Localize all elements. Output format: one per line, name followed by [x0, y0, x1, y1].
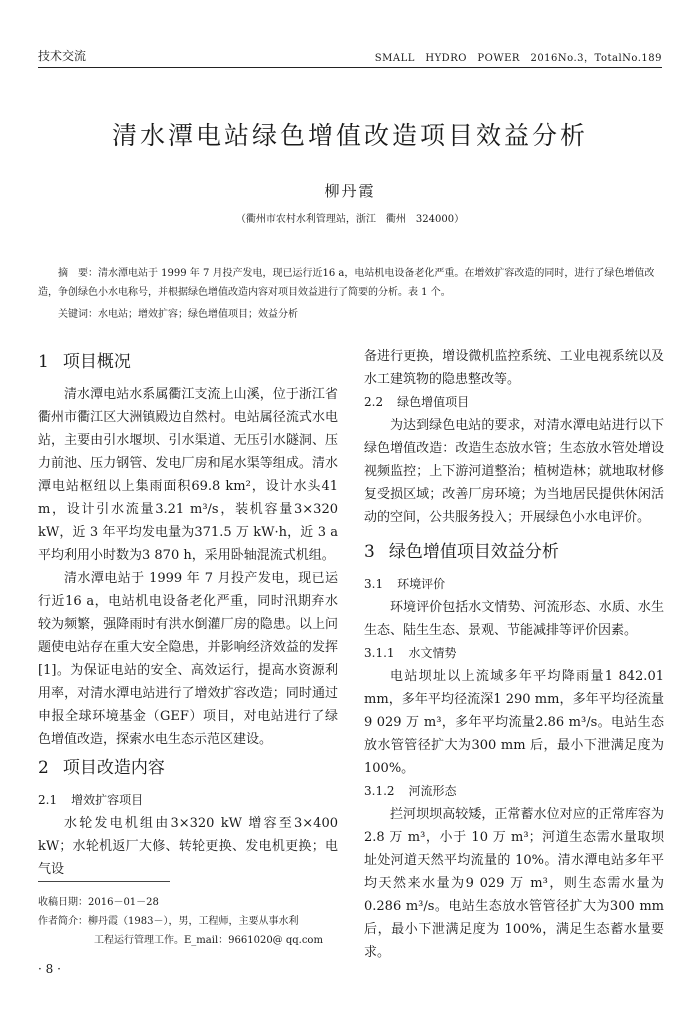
received-date: 收稿日期：2016－01－28: [38, 897, 159, 908]
paragraph: 电站坝址以上流域多年平均降雨量1 842.01 mm，多年平均径流深1 290 mm，多年平均径流量9 029 万 m³，多年平均流量2.86 m³/s。电站生态放水管管径扩大为300 mm 后，最小下泄满足度为100%。: [364, 669, 664, 776]
header-section: 技术交流: [38, 49, 87, 63]
paragraph: 环境评价包括水文情势、河流形态、水质、水生生态、陆生生态、景观、节能减排等评价因素。: [364, 600, 664, 638]
author-bio: 作者简介：柳丹霞（1983－），男，工程师，主要从事水利: [38, 916, 299, 927]
author-bio-contact: 工程运行管理工作。E_mail：9661020@ qq.com: [94, 935, 323, 946]
abstract: 摘 要：清水潭电站于 1999 年 7 月投产发电，现已运行近16 a，电站机电设备老化严重。在增效扩容改造的同时，进行了绿色增值改造，争创绿色小水电称号，并根据绿色增值改造内容对项目效益进行了简要的分析。表 1 个。: [38, 268, 655, 298]
running-header: [38, 46, 662, 68]
subsection-heading: 3.1.1 水文情势: [364, 646, 457, 660]
subsection-heading: 2.1 增效扩容项目: [38, 793, 144, 807]
paragraph: 水轮发电机组由3×320 kW 增容至3×400 kW；水轮机返厂大修、转轮更换、发电机更换；电气设: [38, 816, 338, 877]
author: 柳丹霞: [324, 182, 376, 200]
paragraph: 拦河坝坝高较矮，正常蓄水位对应的正常库容为 2.8 万 m³，小于 10 万 m³；河道生态需水量取坝址处河道天然平均流量的 10%。清水潭电站多年平均天然来水量为9 029 万 m³，则生态需水量为 0.286 m³/s。电站生态放水管管径扩大为300 mm后，最小下泄满足度为 100%，满足生态蓄水量要求。: [364, 807, 664, 960]
paragraph: 为达到绿色电站的要求，对清水潭电站进行以下绿色增值改造：改造生态放水管；生态放水管处增设视频监控；上下游河道整治；植树造林；就地取材修复受损区域；改善厂房环境；为当地居民提供休闲活动的空间，公共服务投入；开展绿色小水电评价。: [364, 418, 664, 525]
keywords: 关键词：水电站；增效扩容；绿色增值项目；效益分析: [58, 309, 298, 320]
subsection-heading: 3.1 环境评价: [364, 577, 446, 591]
section-heading: 1 项目概况: [38, 352, 131, 372]
paragraph: 清水潭电站于 1999 年 7 月投产发电，现已运行近16 a，电站机电设备老化严重，同时汛期弃水较为频繁，强降雨时有洪水倒灌厂房的隐患。以上问题使电站存在重大安全隐患，并影响经济效益的发挥[1]。为保证电站的安全、高效运行，提高水资源利用率，对清水潭电站进行了增效扩容改造；同时通过申报全球环境基金（GEF）项目，对电站进行了绿色增值改造，探索水电生态示范区建设。: [38, 571, 338, 747]
affiliation: （衢州市农村水利管理站，浙江 衢州 324000）: [235, 214, 465, 225]
paragraph: 备进行更换，增设微机监控系统、工业电视系统以及水工建筑物的隐患整改等。: [364, 349, 664, 387]
header-journal: SMALL HYDRO POWER 2016No.3，TotalNo.189: [374, 53, 662, 64]
subsection-heading: 3.1.2 河流形态: [364, 784, 457, 798]
section-heading: 3 绿色增值项目效益分析: [364, 542, 559, 562]
left-column: [38, 345, 338, 881]
header-rule: [38, 67, 662, 68]
footnote: [38, 893, 338, 950]
right-column: [364, 345, 664, 964]
paragraph: 清水潭电站水系属衢江支流上山溪，位于浙江省衢州市衢江区大洲镇殿边自然村。电站属径流式水电站，主要由引水堰坝、引水渠道、无压引水隧洞、压力前池、压力钢管、发电厂房和尾水渠等组成。清水潭电站枢纽以上集雨面积69.8 km²，设计水头41 m，设计引水流量3.21 m³/s，装机容量3×320 kW，近 3 年平均发电量为371.5 万 kW·h，近 3 a 平均利用小时数为3 870 h，采用卧轴混流式机组。: [38, 387, 338, 563]
paper-title: 清水潭电站绿色增值改造项目效益分析: [111, 121, 588, 150]
section-heading: 2 项目改造内容: [38, 758, 165, 778]
footnote-rule: [38, 881, 170, 882]
page-number: · 8 ·: [38, 962, 61, 976]
subsection-heading: 2.2 绿色增值项目: [364, 395, 470, 409]
